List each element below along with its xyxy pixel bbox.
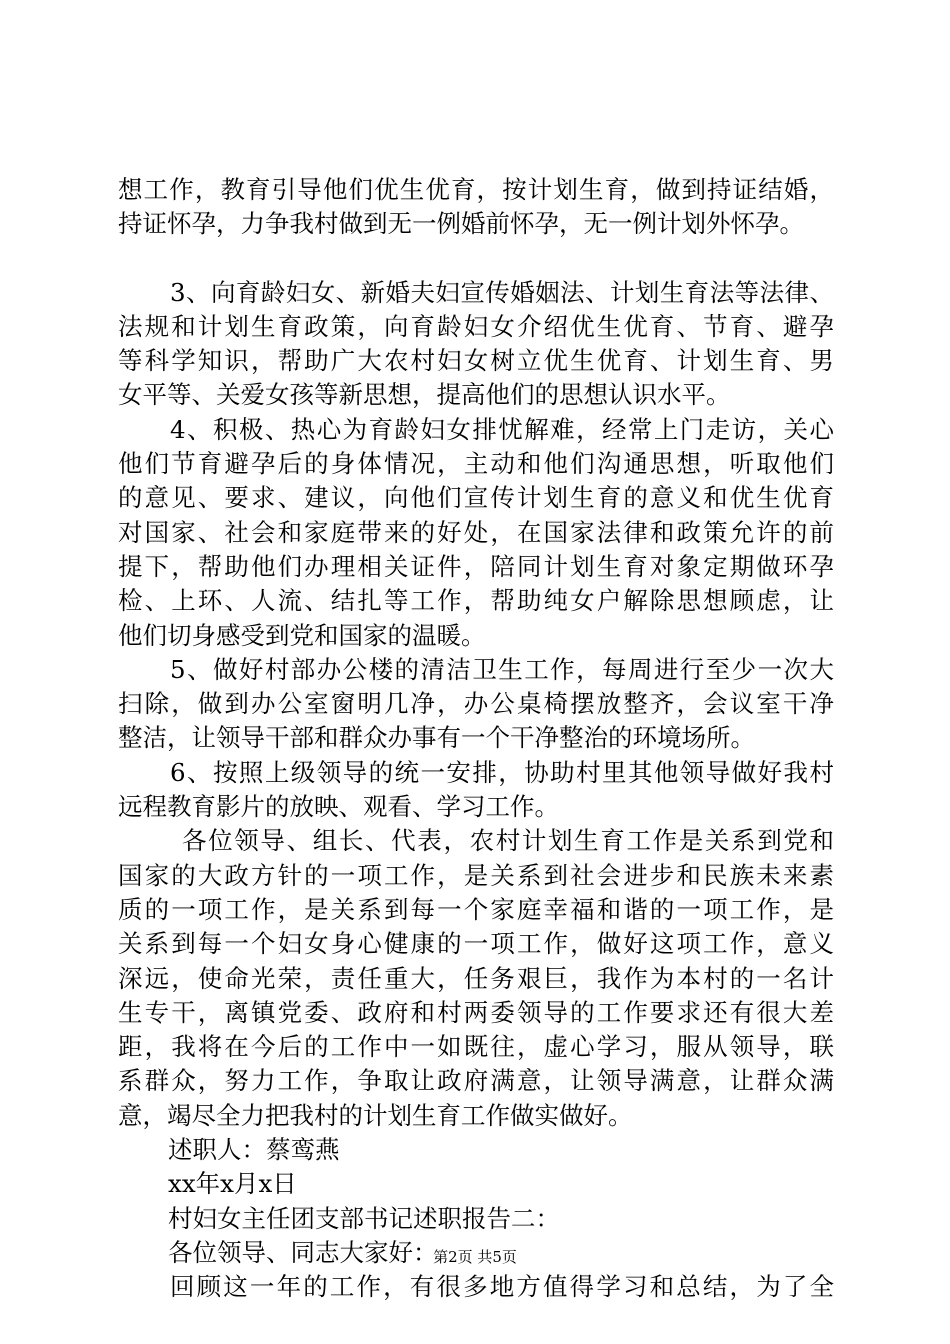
text-line: 整洁，让领导干部和群众办事有一个干净整治的环境场所。 — [118, 723, 755, 753]
document-body — [118, 173, 834, 1305]
text-line: 6、按照上级领导的统一安排，协助村里其他领导做好我村 — [170, 757, 834, 787]
text-line: 深远，使命光荣，责任重大，任务艰巨，我作为本村的一名计 — [118, 963, 834, 993]
text-line: 回顾这一年的工作，有很多地方值得学习和总结，为了全 — [170, 1272, 834, 1302]
paragraph-continuation — [118, 173, 834, 242]
text-line: 对国家、社会和家庭带来的好处，在国家法律和政策允许的前 — [118, 517, 834, 547]
text-line: 提下，帮助他们办理相关证件，陪同计划生育对象定期做环孕 — [118, 551, 834, 581]
text-line: 系群众，努力工作，争取让政府满意，让领导满意，让群众满 — [118, 1066, 834, 1096]
text-line: 扫除，做到办公室窗明几净，办公桌椅摆放整齐，会议室干净 — [118, 689, 834, 719]
paragraph-gap — [118, 242, 834, 276]
text-line: 法规和计划生育政策，向育龄妇女介绍优生优育、节育、避孕 — [118, 311, 834, 341]
text-line: 他们节育避孕后的身体情况，主动和他们沟通思想，听取他们 — [118, 449, 834, 479]
text-line: 距，我将在今后的工作中一如既往，虚心学习，服从领导，联 — [118, 1032, 834, 1062]
text-line: 等科学知识，帮助广大农村妇女树立优生优育、计划生育、男 — [118, 346, 834, 376]
paragraph-item-5 — [118, 653, 834, 756]
greeting: 各位领导、同志大家好： — [168, 1237, 438, 1267]
paragraph-item-4 — [118, 413, 834, 653]
text-line: 国家的大政方针的一项工作，是关系到社会进步和民族未来素 — [118, 860, 834, 890]
text-line: 持证怀孕，力争我村做到无一例婚前怀孕，无一例计划外怀孕。 — [118, 209, 804, 239]
text-line: 的意见、要求、建议，向他们宣传计划生育的意义和优生优育 — [118, 483, 834, 513]
paragraph-item-6 — [118, 756, 834, 825]
signature: 述职人：蔡鸾燕 — [168, 1135, 340, 1165]
paragraph-review — [118, 1270, 834, 1304]
text-line: 质的一项工作，是关系到每一个家庭幸福和谐的一项工作，是 — [118, 894, 834, 924]
page-number-footer: 第2页 共5页 — [433, 1248, 517, 1266]
text-line: 意，竭尽全力把我村的计划生育工作做实做好。 — [118, 1100, 633, 1130]
text-line: 各位领导、组长、代表，农村计划生育工作是关系到党和 — [182, 826, 834, 856]
text-line: 检、上环、人流、结扎等工作，帮助纯女户解除思想顾虑，让 — [118, 586, 834, 616]
text-line: 他们切身感受到党和国家的温暖。 — [118, 620, 486, 650]
text-line: 5、做好村部办公楼的清洁卫生工作，每周进行至少一次大 — [170, 654, 834, 684]
report-date: xx年x月x日 — [168, 1169, 297, 1199]
text-line: 4、积极、热心为育龄妇女排忧解难，经常上门走访，关心 — [170, 414, 834, 444]
paragraph-conclusion — [118, 824, 834, 1133]
paragraph-item-3 — [118, 276, 834, 413]
text-line: 想工作，教育引导他们优生优育，按计划生育，做到持证结婚， — [118, 175, 834, 204]
text-line: 远程教育影片的放映、观看、学习工作。 — [118, 792, 559, 822]
text-line: 女平等、关爱女孩等新思想，提高他们的思想认识水平。 — [118, 380, 731, 410]
section-title: 村妇女主任团支部书记述职报告二： — [168, 1203, 560, 1233]
text-line: 3、向育龄妇女、新婚夫妇宣传婚姻法、计划生育法等法律、 — [170, 277, 834, 307]
text-line: 关系到每一个妇女身心健康的一项工作，做好这项工作，意义 — [118, 929, 834, 959]
text-line: 生专干，离镇党委、政府和村两委领导的工作要求还有很大差 — [118, 997, 834, 1027]
